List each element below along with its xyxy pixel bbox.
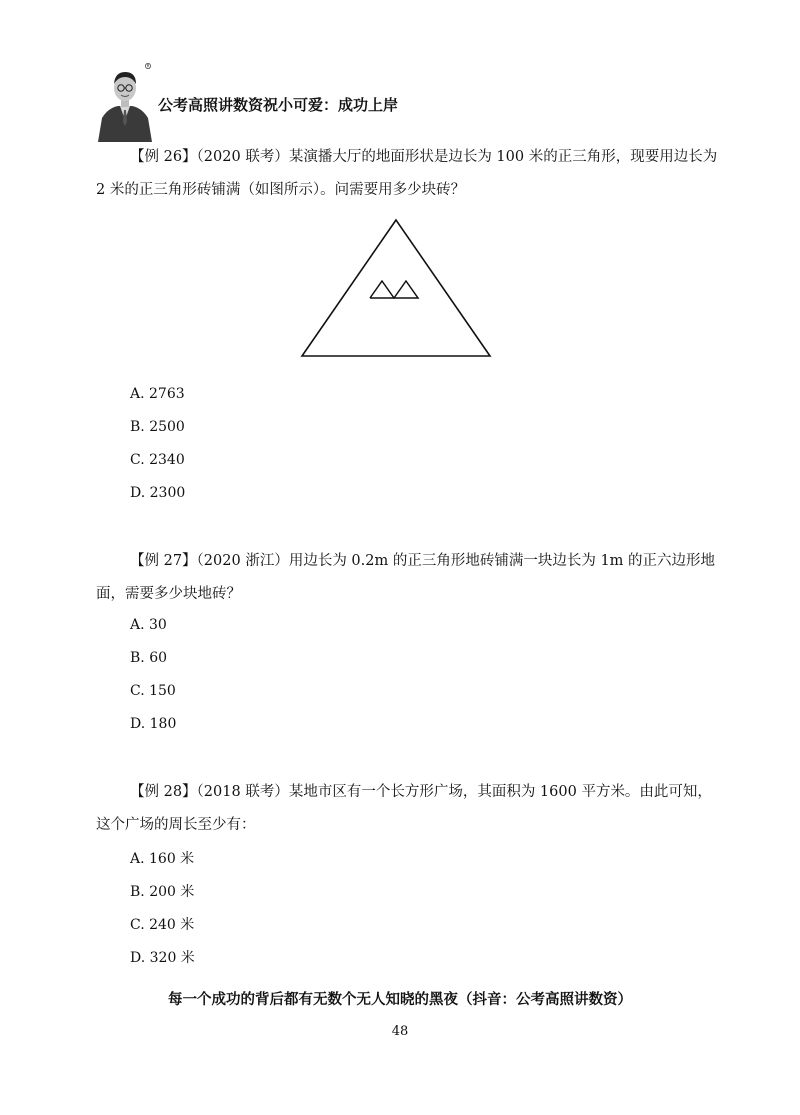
author-avatar — [96, 60, 154, 142]
question-27-option-b: B. 60 — [130, 650, 168, 666]
question-26-line1: 【例 26】（2020 联考）某演播大厅的地面形状是边长为 100 米的正三角形，现要用边长为 — [130, 149, 718, 165]
question-28-line2: 这个广场的周长至少有： — [96, 817, 256, 833]
footer-slogan: 每一个成功的背后都有无数个无人知晓的黑夜（抖音：公考高照讲数资） — [168, 992, 632, 1008]
page-number: 48 — [391, 1024, 409, 1039]
svg-text:R: R — [146, 63, 150, 69]
question-28-option-c: C. 240 米 — [130, 917, 195, 933]
question-28-option-d: D. 320 米 — [130, 950, 195, 966]
question-26-option-c: C. 2340 — [130, 452, 185, 468]
question-26-line2: 2 米的正三角形砖铺满（如图所示）。问需要用多少块砖？ — [96, 182, 466, 198]
question-26-option-a: A. 2763 — [130, 386, 185, 402]
header — [96, 60, 496, 142]
question-27-option-d: D. 180 — [130, 716, 177, 732]
question-26-option-b: B. 2500 — [130, 419, 185, 435]
question-27-option-c: C. 150 — [130, 683, 176, 699]
question-27-line2: 面，需要多少块地砖？ — [96, 586, 241, 602]
question-27-option-a: A. 30 — [130, 617, 167, 633]
question-27-line1: 【例 27】（2020 浙江）用边长为 0.2m 的正三角形地砖铺满一块边长为 1m 的正六边形地 — [130, 553, 716, 569]
question-28-option-a: A. 160 米 — [130, 851, 195, 867]
brand-slogan: 公考高照讲数资祝小可爱：成功上岸 — [158, 96, 399, 114]
question-28-option-b: B. 200 米 — [130, 884, 195, 900]
question-28-line1: 【例 28】（2018 联考）某地市区有一个长方形广场，其面积为 1600 平方米。由此可知， — [130, 784, 712, 800]
triangle-tiling-figure — [300, 218, 492, 360]
question-26-option-d: D. 2300 — [130, 485, 186, 501]
